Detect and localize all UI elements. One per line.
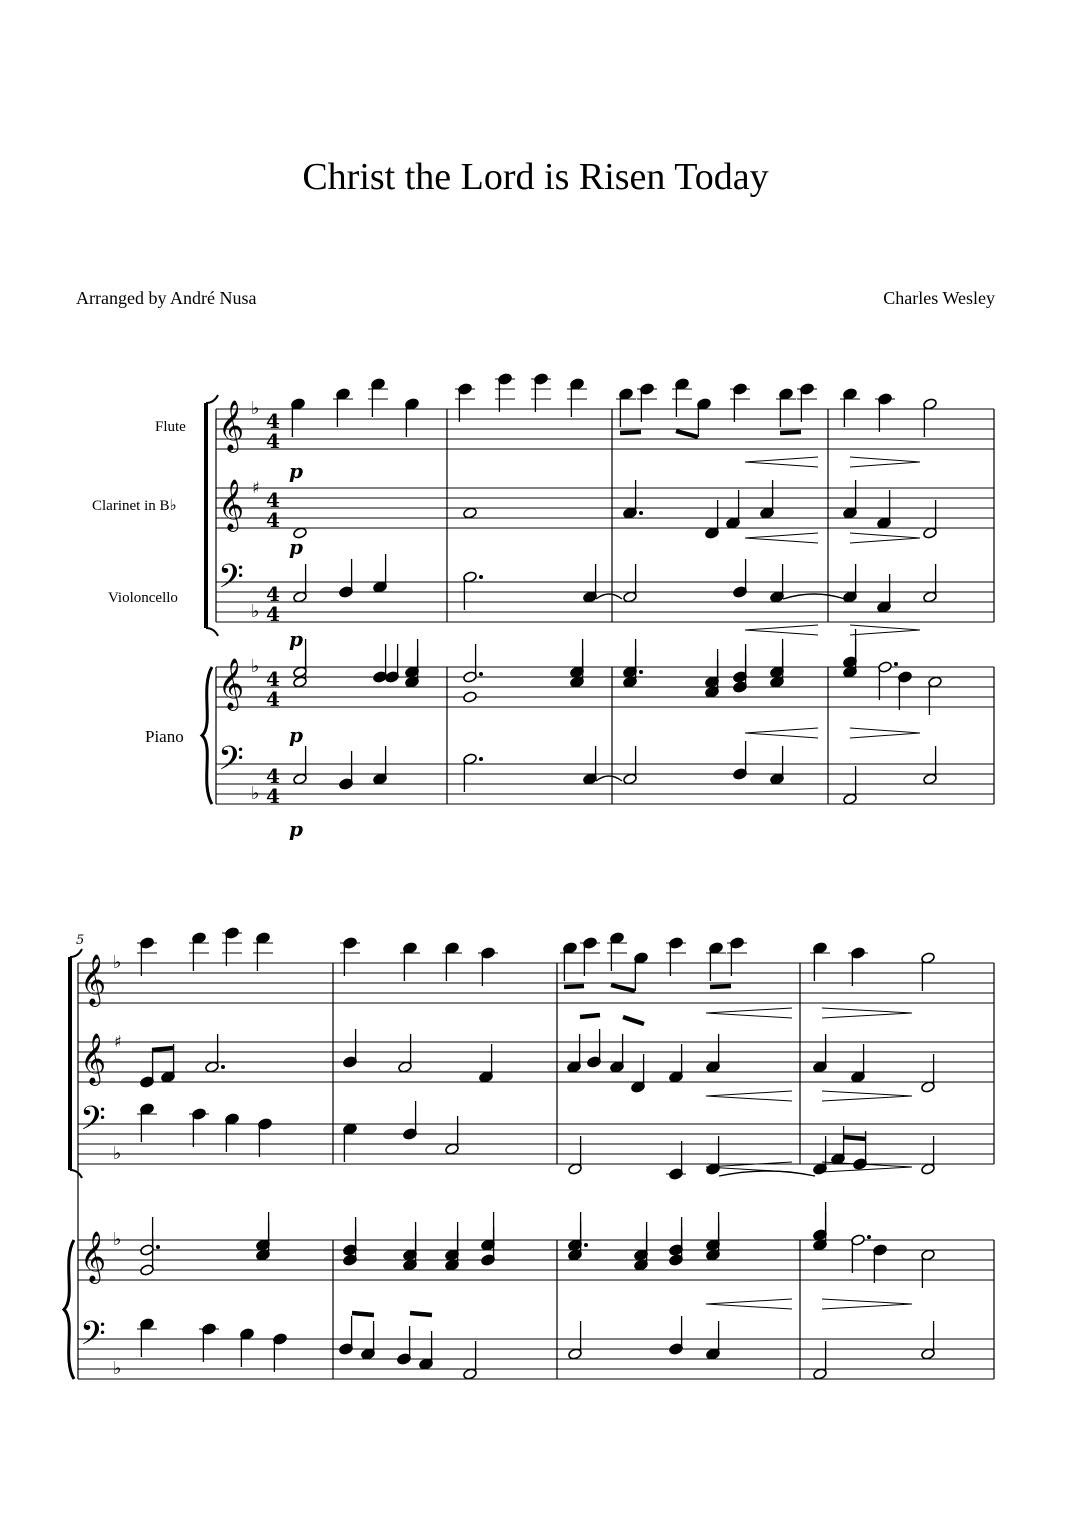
crescendo-hairpin (745, 457, 818, 467)
dynamic-marking: p (289, 535, 303, 559)
beam (152, 1048, 173, 1050)
sharp-icon: ♯ (252, 478, 260, 497)
arranger-credit: Arranged by André Nusa (76, 288, 257, 308)
bracket-cap (70, 1170, 82, 1178)
piano-brace (202, 667, 212, 804)
augmentation-dot (156, 1245, 160, 1249)
time-sig-top: 4 (266, 488, 280, 512)
score-title: Christ the Lord is Risen Today (302, 156, 769, 198)
flat-icon: ♭ (113, 1143, 122, 1164)
beam (623, 1017, 644, 1024)
crescendo-hairpin (745, 533, 818, 543)
decrescendo-hairpin (822, 1299, 912, 1309)
time-sig-bottom: 4 (266, 602, 280, 626)
augmentation-dot (639, 670, 643, 674)
tie (719, 1171, 815, 1176)
measure-number: 5 (76, 933, 85, 948)
composer-credit: Charles Wesley (883, 288, 995, 308)
tie (596, 776, 622, 781)
time-sig-top: 4 (266, 409, 280, 433)
flat-icon: ♭ (251, 398, 260, 419)
bass-clef-icon: 𝄢 (218, 740, 244, 786)
bass-clef-icon: 𝄢 (80, 1315, 106, 1361)
flat-icon: ♭ (113, 1229, 122, 1250)
time-sig-top: 4 (266, 582, 280, 606)
augmentation-dot (894, 662, 898, 666)
crescendo-hairpin (745, 625, 818, 635)
sharp-icon: ♯ (114, 1032, 122, 1051)
treble-clef-icon: 𝄞 (218, 479, 245, 530)
augmentation-dot (867, 1235, 871, 1239)
beam (564, 986, 584, 987)
treble-clef-icon: 𝄞 (80, 1033, 107, 1084)
decrescendo-hairpin (822, 1091, 912, 1101)
treble-clef-icon: 𝄞 (80, 954, 107, 1005)
decrescendo-hairpin (822, 1008, 912, 1018)
decrescendo-hairpin (850, 728, 920, 738)
time-sig-bottom: 4 (266, 508, 280, 532)
crescendo-hairpin (745, 728, 818, 738)
flat-icon: ♭ (113, 952, 122, 973)
augmentation-dot (221, 1065, 225, 1069)
treble-clef-icon: 𝄞 (218, 400, 245, 451)
crescendo-hairpin (706, 1091, 792, 1101)
beam (410, 1313, 432, 1315)
time-sig-bottom: 4 (266, 687, 280, 711)
treble-clef-icon: 𝄞 (218, 658, 245, 709)
tie (596, 594, 622, 599)
dynamic-marking: p (289, 723, 303, 747)
augmentation-dot (479, 672, 483, 676)
tie (783, 594, 845, 599)
flat-icon: ♭ (251, 656, 260, 677)
time-sig-top: 4 (266, 764, 280, 788)
augmentation-dot (479, 757, 483, 761)
flat-icon: ♭ (113, 1358, 122, 1379)
beam (844, 1137, 866, 1139)
time-sig-bottom: 4 (266, 784, 280, 808)
beam (620, 432, 641, 433)
augmentation-dot (584, 1243, 588, 1247)
time-sig-top: 4 (266, 667, 280, 691)
decrescendo-hairpin (850, 457, 920, 467)
beam (676, 431, 698, 437)
dynamic-marking: p (289, 459, 303, 483)
label-cello: Violoncello (108, 590, 178, 606)
bass-clef-icon: 𝄢 (218, 558, 244, 604)
flat-icon: ♭ (251, 601, 260, 622)
beam (780, 432, 801, 433)
piano-brace (64, 1240, 74, 1379)
decrescendo-hairpin (850, 533, 920, 543)
label-flute: Flute (155, 419, 186, 435)
note-head (463, 507, 478, 519)
bracket-cap (206, 395, 218, 403)
bass-clef-icon: 𝄢 (80, 1100, 106, 1146)
dynamic-marking: p (289, 627, 303, 651)
note-head (463, 691, 478, 703)
label-piano: Piano (145, 727, 184, 746)
beam (611, 985, 635, 991)
crescendo-hairpin (706, 1299, 792, 1309)
augmentation-dot (639, 511, 643, 515)
beam (580, 1015, 600, 1017)
crescendo-hairpin (706, 1008, 792, 1018)
treble-clef-icon: 𝄞 (80, 1231, 107, 1282)
augmentation-dot (479, 575, 483, 579)
dynamic-marking: p (289, 817, 303, 841)
decrescendo-hairpin (850, 625, 920, 635)
beam (710, 986, 731, 987)
beam (352, 1313, 374, 1315)
flat-icon: ♭ (251, 783, 260, 804)
label-clarinet: Clarinet in B♭ (92, 498, 177, 514)
bracket-cap (206, 628, 218, 636)
time-sig-bottom: 4 (266, 429, 280, 453)
